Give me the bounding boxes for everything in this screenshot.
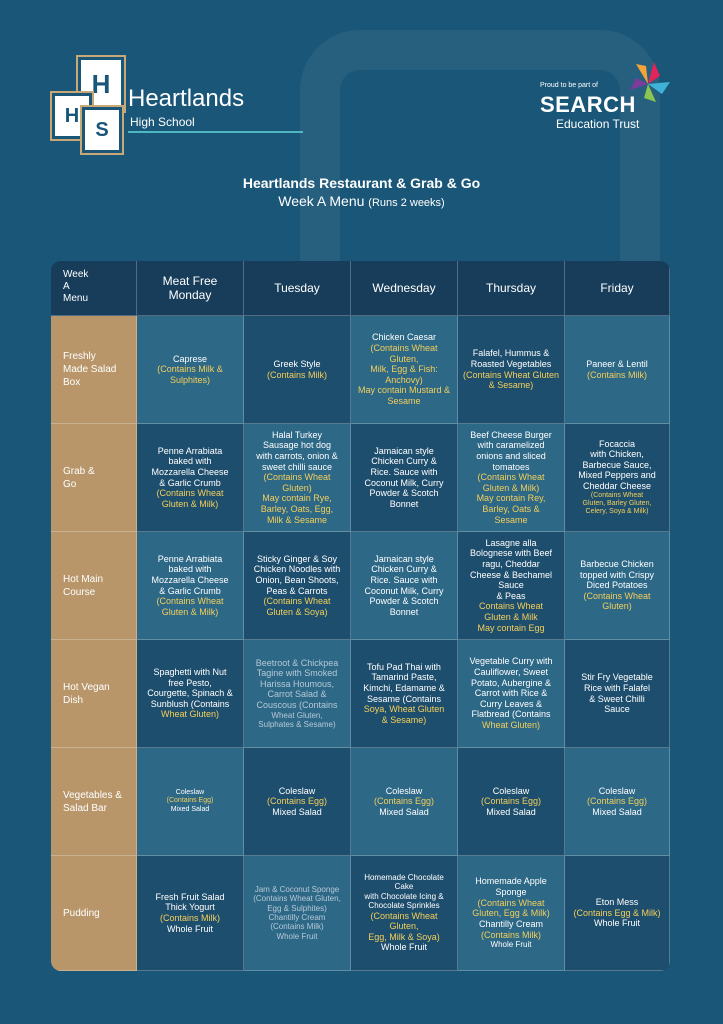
cell-text [151,554,228,618]
day-header [244,261,351,316]
cell-text [600,281,633,295]
cell-text [256,430,338,525]
menu-line: (Contains Milk) [480,929,541,940]
cell-text [151,446,228,510]
menu-line: Thick Yogurt [165,902,215,913]
menu-line: Chocolate Sprinkles [368,901,440,911]
menu-cell [244,640,351,748]
partner-tagline: Proud to be part of [540,82,598,89]
menu-cell [458,532,565,640]
label-line: Dish [63,694,84,706]
menu-line: (Contains Wheat Gluten, [253,894,341,904]
menu-cell [244,856,351,971]
menu-line: Wheat Gluten) [160,709,220,720]
menu-line: (Contains Egg & Milk) [573,907,661,918]
menu-line: with caramelized [477,440,545,451]
label-line: A [63,280,70,292]
cell-text [486,281,536,295]
cell-text [256,658,339,730]
menu-line: Sausage hot dog [262,440,332,451]
label-line: Monday [168,288,212,302]
menu-line: Couscous (Contains [256,699,338,710]
menu-line: Gluten & Milk) [482,482,540,493]
menu-line: May contain Rey, [476,493,546,504]
menu-line: (Contains Wheat [156,596,224,607]
menu-line: ragu, Cheddar [482,558,540,569]
cell-text [587,786,647,818]
menu-line: Rice. Sauce with [370,574,438,585]
menu-cell [458,424,565,532]
menu-line: Halal Turkey [271,429,322,440]
menu-line: Wheat Gluten) [481,720,540,731]
row-label [51,748,137,856]
menu-cell [351,856,458,971]
school-subtitle: High School [130,115,195,129]
cell-text [573,897,660,929]
menu-line: & Garlic Crumb [159,585,221,596]
label-line: Hot Main [63,573,104,585]
menu-line: Coleslaw [598,785,636,796]
menu-line: Gluten) [602,601,632,612]
menu-line: baked with [168,456,212,467]
partner-subtitle: Education Trust [556,117,640,131]
label-line: Go [63,478,77,490]
hhs-logo-icon: H H S [52,55,132,153]
cell-text [463,348,559,390]
menu-cell [565,640,670,748]
menu-line: Coleslaw [175,789,205,797]
menu-line: Mixed Peppers and [578,470,656,481]
menu-line: Paneer & Lentil [586,358,648,369]
menu-line: Caprese [172,353,208,364]
menu-cell [565,748,670,856]
menu-line: Whole Fruit [166,923,213,934]
cell-text [254,554,341,618]
menu-cell [458,856,565,971]
cell-text [63,789,122,815]
menu-cell [351,640,458,748]
menu-line: Mixed Salad [272,806,322,817]
cell-text [481,786,541,818]
menu-cell [244,532,351,640]
menu-line: Whole Fruit [593,918,640,929]
menu-line: (Contains Wheat [583,590,651,601]
menu-line: Whole Fruit [276,931,318,941]
menu-line: free Pesto, [168,677,212,688]
menu-line: (Contains Egg) [480,796,542,807]
day-header [458,261,565,316]
menu-line: Carrot with Rice & [474,688,548,699]
menu-line: Bonnet [389,606,419,617]
label-line: Tuesday [274,280,320,295]
row-label [51,424,137,532]
menu-line: Sponge [495,887,527,898]
menu-line: Sesame [387,396,421,407]
menu-line: Jamaican style [374,445,434,456]
menu-line: baked with [168,564,212,575]
cell-text [581,672,653,714]
menu-line: (Contains Egg) [373,796,435,807]
menu-line: (Contains Wheat Gluten, [370,342,438,364]
menu-line: Sulphates & Sesame) [258,720,336,730]
menu-line: & Garlic Crumb [159,477,221,488]
label-line: Made Salad [63,364,117,375]
cell-text [470,538,552,633]
menu-line: Roasted Vegetables [470,358,552,369]
menu-line: Coleslaw [492,785,530,796]
menu-line: Coconut Milk, Curry [364,585,444,596]
cell-text [364,554,443,618]
menu-line: Barley, Oats & [482,504,540,515]
menu-line: Fresh Fruit Salad [155,891,225,902]
menu-line: Sunblush (Contains [150,698,230,709]
menu-line: Greek Style [273,358,321,369]
menu-line: (Contains Milk) [270,922,324,932]
menu-line: May contain Egg [477,622,545,633]
menu-line: Focaccia [598,438,635,449]
menu-line: Tofu Pad Thai with [367,661,441,672]
menu-line: Milk, Egg & Fish: [370,364,438,375]
menu-line: Soya, Wheat Gluten [363,704,445,715]
label-line: Vegetables & [63,789,122,801]
menu-cell [137,316,244,424]
menu-line: Falafel, Hummus & [472,348,550,359]
menu-line: Stir Fry Vegetable [581,672,653,683]
menu-line: Potato, Aubergine & [470,677,552,688]
day-header [351,261,458,316]
menu-line: & Sesame) [488,380,534,391]
menu-cell [137,532,244,640]
row-label [51,856,137,971]
label-line: Box [63,377,81,388]
menu-line: Rice. Sauce with [370,466,438,477]
menu-line: topped with Crispy [579,569,655,580]
menu-line: (Contains Milk) [586,369,647,380]
menu-cell [137,640,244,748]
menu-line: (Contains Wheat Gluten, [370,910,438,932]
menu-line: (Contains Egg) [586,796,648,807]
menu-cell [244,748,351,856]
cell-text [63,350,116,389]
menu-cell [351,424,458,532]
cell-text [155,892,224,934]
menu-line: Wheat Gluten, [271,710,323,720]
cell-text [63,907,100,920]
menu-line: sweet chilli sauce [261,461,332,472]
menu-line: Vegetable Curry with [469,656,553,667]
menu-line: Chantilly Cream [268,913,326,922]
menu-cell [351,316,458,424]
menu-line: Penne Arrabiata [157,553,223,564]
menu-line: Barbecue Chicken [580,558,654,569]
menu-line: Carrot Salad & [267,689,327,700]
menu-line: Onion, Bean Shoots, [255,574,339,585]
menu-cell [137,856,244,971]
day-header [137,261,244,316]
page-title: Heartlands Restaurant & Grab & Go [242,175,481,191]
cell-text [580,559,654,612]
menu-line: (Contains Wheat [477,472,545,483]
label-line: Course [63,586,96,598]
menu-line: Chicken Noodles with [253,564,341,575]
menu-line: Homemade Chocolate Cake [364,872,444,892]
label-line: Wednesday [372,280,436,295]
cell-text [267,786,327,818]
menu-line: Cauliflower, Sweet [473,666,549,677]
menu-line: Rice with Falafel [583,682,650,693]
menu-line: Gluten, Barley Gluten, [582,499,652,507]
menu-cell [137,424,244,532]
menu-line: (Contains Milk) [159,913,220,923]
cell-text [147,667,233,720]
page-subtitle: Week A Menu (Runs 2 weeks) [278,193,445,209]
cell-text [374,786,434,818]
menu-line: Sauce [604,704,630,715]
menu-line: Coleslaw [278,785,316,796]
menu-line: (Contains Egg) [166,797,214,805]
row-label [51,316,137,424]
school-logo [52,55,272,155]
cell-text [355,332,453,406]
menu-line: Chicken Caesar [371,332,437,343]
menu-line: Chicken Curry & [371,564,437,575]
menu-line: Diced Potatoes [586,580,648,591]
menu-line: Egg, Milk & Soya) [368,931,440,942]
menu-line: & Sesame) [381,714,427,725]
menu-line: Gluten) [282,482,312,493]
label-line: Week [63,269,89,280]
menu-line: Coleslaw [385,785,423,796]
menu-line: with Chicken, [590,449,644,460]
menu-line: Courgette, Spinach & [147,688,233,699]
menu-line: May contain Mustard & [357,385,451,396]
menu-line: Mixed Salad [592,806,642,817]
cell-text [167,789,214,814]
menu-line: Lasagne alla [485,537,537,548]
menu-line: Sesame [494,514,528,525]
menu-line: with Chocolate Icing & [364,891,444,901]
menu-cell [458,748,565,856]
menu-line: Beef Cheese Burger [470,429,552,440]
row-label [51,640,137,748]
menu-cell [351,748,458,856]
cell-text [157,354,223,386]
menu-line: Gluten & Milk [484,612,538,623]
label-line: Salad Bar [63,802,107,814]
menu-line: Celery, Soya & Milk) [585,508,649,516]
menu-line: (Contains Wheat [590,491,644,499]
cell-text [63,465,95,491]
menu-line: Chicken Curry & [371,456,437,467]
menu-line: Cheddar Cheese [582,481,652,492]
menu-cell [565,424,670,532]
menu-line: Coconut Milk, Curry [364,477,444,488]
menu-line: Chantilly Cream [478,918,544,929]
menu-line: onions and sliced [476,450,546,461]
menu-line: Mixed Salad [170,805,210,813]
menu-line: Barley, Oats, Egg, [260,504,334,515]
cell-text [63,681,110,707]
menu-line: Harissa Houmous, [259,678,334,689]
label-line: Freshly [63,351,96,362]
menu-line: Anchovy) [385,374,423,385]
cell-text [469,656,552,730]
menu-line: & Peas [496,590,526,601]
menu-line: Powder & Scotch [369,596,439,607]
menu-line: Flatbread (Contains [471,709,551,720]
menu-line: Milk & Sesame [266,514,327,525]
cell-text [472,876,550,949]
menu-line: Barbecue Sauce, [582,459,652,470]
menu-line: Jam & Coconut Sponge [254,884,340,894]
day-header [565,261,670,316]
menu-line: Kimchi, Edamame & [363,682,445,693]
menu-line: Cheese & Bechamel [469,569,553,580]
menu-cell [244,424,351,532]
week-a-menu-label [51,261,137,316]
menu-line: Mozzarella Cheese [151,574,229,585]
cell-text [355,873,453,953]
logo-divider [128,131,303,133]
menu-line: Mixed Salad [379,806,429,817]
menu-cell [565,316,670,424]
menu-line: Tagine with Smoked [256,668,338,679]
menu-cell [565,856,670,971]
cell-text [470,430,552,525]
menu-line: Egg & Sulphites) [267,903,327,913]
school-name: Heartlands [128,85,245,112]
menu-line: Beetroot & Chickpea [255,657,339,668]
cell-text [163,274,218,302]
partner-name: SEARCH [540,92,636,117]
label-line: Pudding [63,907,100,919]
menu-line: (Contains Wheat [156,488,224,499]
menu-line: Sulphites) [169,374,211,385]
menu-line: Mixed Salad [486,806,536,817]
cell-text [253,885,341,942]
label-line: Hot Vegan [63,681,110,693]
menu-line: Spaghetti with Nut [153,666,227,677]
menu-line: Peas & Carrots [266,585,328,596]
cell-text [63,573,103,599]
menu-line: tomatoes [492,461,530,472]
label-line: Menu [63,292,89,304]
menu-line: Curry Leaves & [479,698,542,709]
menu-line: Whole Fruit [380,942,427,953]
menu-table [51,261,670,971]
menu-line: Mozzarella Cheese [151,466,229,477]
menu-line: Powder & Scotch [369,488,439,499]
cell-text [364,446,443,510]
menu-line: Sticky Ginger & Soy [256,553,337,564]
cell-text [578,439,656,517]
menu-line: with carrots, onion & [256,450,338,461]
label-line: Meat Free [162,273,218,288]
menu-line: Bolognese with Beef [469,548,553,559]
menu-line: Penne Arrabiata [157,445,223,456]
label-line: Friday [600,280,634,295]
menu-line: (Contains Milk) [266,369,327,380]
menu-line: (Contains Wheat [263,472,331,483]
menu-line: Eton Mess [595,897,639,908]
menu-line: Jamaican style [374,553,434,564]
search-trust-logo [540,62,680,132]
menu-cell [458,316,565,424]
menu-line: Gluten & Milk) [161,498,219,509]
menu-line: (Contains Wheat Gluten [462,369,560,380]
menu-line: (Contains Wheat [477,897,545,908]
menu-line: Gluten, Egg & Milk) [472,908,550,919]
menu-line: Contains Wheat [478,601,544,612]
menu-line: (Contains Milk & [157,364,223,375]
menu-line: Gluten & Milk) [161,606,219,617]
cell-text [274,281,320,295]
menu-line: Homemade Apple [475,876,547,887]
cell-text [267,359,327,380]
cell-text [586,359,648,380]
menu-cell [351,532,458,640]
menu-line: Gluten & Soya) [266,606,328,617]
menu-cell [244,316,351,424]
cell-text [372,281,435,295]
row-label [51,532,137,640]
label-line: Thursday [485,280,537,295]
menu-cell [565,532,670,640]
menu-cell [137,748,244,856]
menu-line: Sauce [498,580,524,591]
cell-text [363,662,445,726]
menu-line: Tamarind Paste, [371,672,437,683]
label-line: Grab & [63,465,95,477]
menu-line: Whole Fruit [490,940,532,950]
cell-text [63,269,88,304]
menu-line: & Sweet Chilli [589,693,645,704]
menu-line: May contain Rye, [262,493,332,504]
menu-cell [458,640,565,748]
menu-line: Bonnet [389,498,419,509]
menu-line: Sesame (Contains [366,693,442,704]
menu-line: (Contains Egg) [266,796,328,807]
menu-line: (Contains Wheat [263,596,331,607]
